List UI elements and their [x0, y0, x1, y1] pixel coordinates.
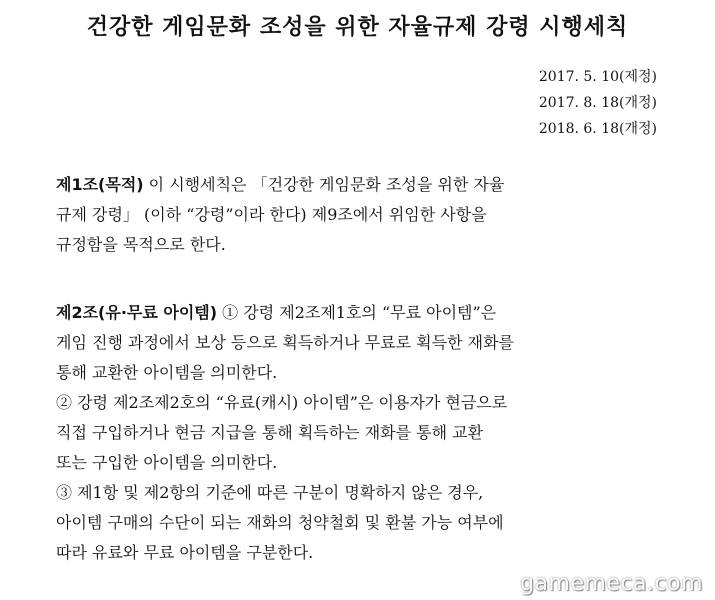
article-2-line: 게임 진행 과정에서 보상 등으로 획득하거나 무료로 획득한 재화를 — [56, 333, 515, 352]
article-2-text: ① 강령 제2조제1호의 “무료 아이템”은 — [217, 303, 497, 322]
article-1-text: 이 시행세칙은 「건강한 게임문화 조성을 위한 자율 — [143, 175, 505, 194]
article-2-line — [56, 298, 660, 328]
article-1-line: 규제 강령」 (이하 “강령”이라 한다) 제9조에서 위임한 사항을 — [56, 205, 487, 224]
article-1 — [56, 170, 660, 260]
article-2-line: 통해 교환한 아이템을 의미한다. — [56, 363, 278, 382]
article-2 — [56, 298, 660, 568]
article-1-heading: 제1조(목적) — [56, 175, 144, 194]
document-title: 건강한 게임문화 조성을 위한 자율규제 강령 시행세칙 — [86, 15, 629, 40]
watermark-logo: gamemeca.com — [520, 571, 703, 596]
article-2-line: 아이템 구매의 수단이 되는 재화의 청약철회 및 환불 가능 여부에 — [56, 513, 504, 532]
article-2-line: 또는 구입한 아이템을 의미한다. — [56, 453, 278, 472]
article-2-line: ③ 제1항 및 제2항의 기준에 따른 구분이 명확하지 않은 경우, — [56, 483, 484, 502]
article-2-line: 따라 유료와 무료 아이템을 구분한다. — [56, 543, 314, 562]
revision-date-amended-2: 2018. 6. 18(개정) — [538, 121, 657, 137]
article-1-line — [56, 170, 660, 200]
revision-date-enacted: 2017. 5. 10(제정) — [538, 69, 657, 85]
revision-dates — [539, 64, 657, 142]
revision-date-amended-1: 2017. 8. 18(개정) — [538, 95, 657, 111]
article-2-line: 직접 구입하거나 현금 지급을 통해 획득하는 재화를 통해 교환 — [56, 423, 484, 442]
article-2-line: ② 강령 제2조제2호의 “유료(캐시) 아이템”은 이용자가 현금으로 — [56, 393, 508, 412]
article-1-line: 규정함을 목적으로 한다. — [56, 235, 226, 254]
article-2-heading: 제2조(유·무료 아이템) — [56, 303, 218, 322]
